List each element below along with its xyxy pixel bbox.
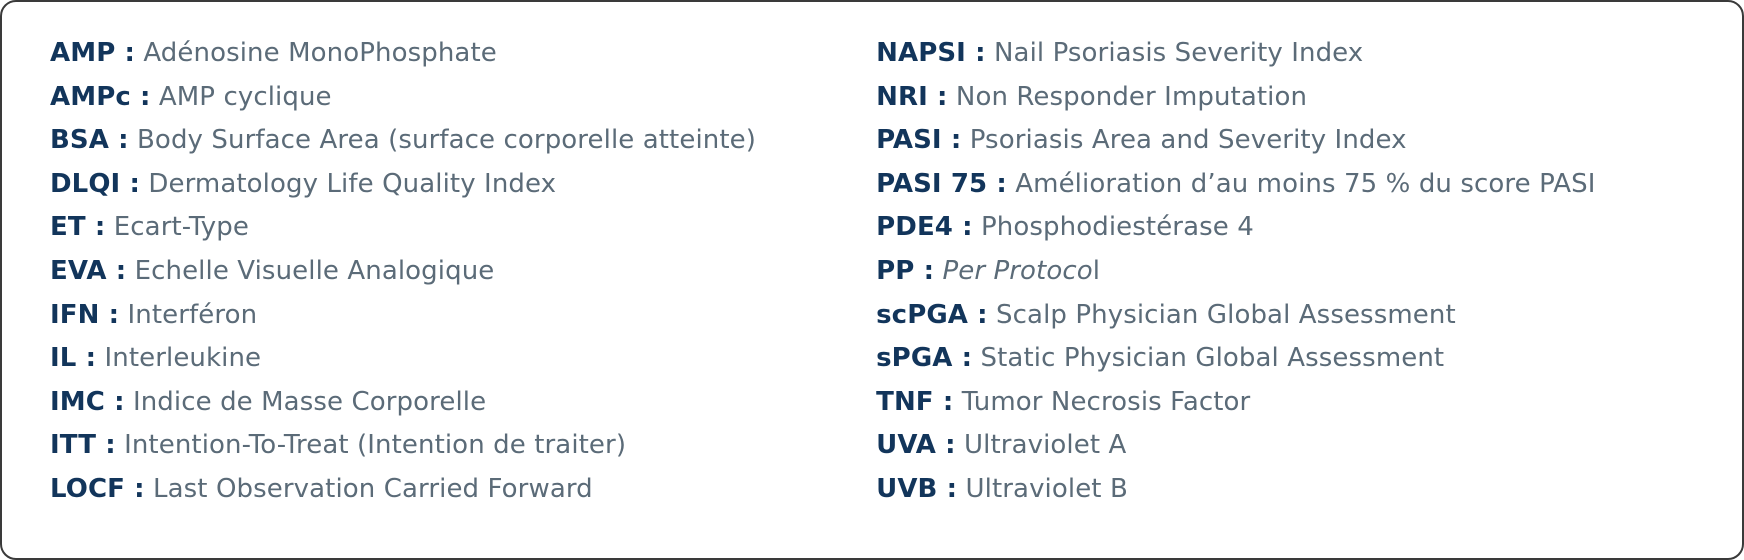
glossary-entry	[50, 468, 866, 512]
glossary-entry	[876, 250, 1702, 294]
glossary-abbr: AMPc :	[50, 81, 151, 112]
glossary-definition: Amélioration d’au moins 75 % du score PASI	[1015, 168, 1596, 199]
glossary-abbr: sPGA :	[876, 343, 973, 374]
glossary-entry	[50, 381, 866, 425]
glossary-entry	[50, 250, 866, 294]
glossary-entry	[876, 206, 1702, 250]
glossary-abbr: AMP :	[50, 38, 135, 68]
glossary-entry	[876, 381, 1702, 425]
glossary-definition: Indice de Masse Corporelle	[132, 386, 487, 417]
glossary-abbr: ET :	[50, 212, 106, 243]
glossary-definition: Adénosine MonoPhosphate	[143, 38, 497, 68]
glossary-entry	[876, 468, 1702, 512]
glossary-definition-tail: l	[1092, 255, 1101, 286]
glossary-definition: Ecart-Type	[113, 212, 249, 243]
glossary-definition: Nail Psoriasis Severity Index	[993, 38, 1364, 68]
glossary-definition: AMP cyclique	[158, 81, 332, 112]
glossary-definition: Echelle Visuelle Analogique	[134, 255, 495, 286]
glossary-abbr: ITT :	[50, 430, 116, 461]
glossary-definition: Interleukine	[104, 343, 262, 374]
glossary-entry	[50, 424, 866, 468]
glossary-abbr: LOCF :	[50, 473, 145, 504]
glossary-abbr: UVB :	[876, 473, 958, 504]
glossary-definition	[942, 256, 1100, 286]
glossary-abbr: IMC :	[50, 386, 125, 417]
glossary-definition: Non Responder Imputation	[955, 81, 1308, 112]
glossary-definition: Ultraviolet B	[965, 473, 1128, 504]
glossary-entry	[50, 294, 866, 338]
glossary-column-right	[876, 32, 1702, 512]
glossary-abbr: EVA :	[50, 255, 127, 286]
glossary-definition: Ultraviolet A	[964, 430, 1127, 461]
glossary-entry	[876, 424, 1702, 468]
glossary-entry	[876, 337, 1702, 381]
glossary-entry	[876, 294, 1702, 338]
glossary-entry	[876, 32, 1702, 76]
glossary-abbr: TNF :	[876, 386, 954, 417]
glossary-definition: Static Physician Global Assessment	[980, 343, 1445, 374]
glossary-column-left	[50, 32, 876, 512]
glossary-definition: Intention-To-Treat (Intention de traiter)	[124, 430, 627, 461]
glossary-entry	[50, 337, 866, 381]
glossary-abbr: PP :	[876, 255, 935, 286]
glossary-entry	[50, 32, 866, 76]
glossary-definition-italic: Per Protoco	[942, 255, 1093, 286]
glossary-abbr: IL :	[50, 343, 97, 374]
glossary-abbr: PASI 75 :	[876, 168, 1007, 199]
glossary-entry	[50, 119, 866, 163]
glossary-entry	[50, 76, 866, 120]
glossary-definition: Last Observation Carried Forward	[153, 473, 593, 504]
glossary-definition: Dermatology Life Quality Index	[148, 168, 557, 199]
glossary-abbr: PDE4 :	[876, 212, 973, 243]
glossary-abbr: PASI :	[876, 125, 962, 156]
glossary-definition: Body Surface Area (surface corporelle atteinte)	[137, 125, 756, 156]
glossary-definition: Phosphodiestérase 4	[981, 212, 1254, 243]
glossary-definition: Interféron	[127, 299, 258, 330]
glossary-definition: Psoriasis Area and Severity Index	[969, 125, 1407, 156]
glossary-entry	[50, 206, 866, 250]
glossary-entry	[876, 76, 1702, 120]
glossary-container	[2, 2, 1742, 558]
glossary-abbr: IFN :	[50, 299, 120, 330]
glossary-abbr: NRI :	[876, 81, 948, 112]
glossary-abbr: NAPSI :	[876, 38, 986, 68]
glossary-abbr: BSA :	[50, 125, 129, 156]
glossary-definition: Scalp Physician Global Assessment	[996, 299, 1456, 330]
glossary-abbr: DLQI :	[50, 168, 140, 199]
glossary-definition: Tumor Necrosis Factor	[961, 386, 1251, 417]
glossary-entry	[876, 163, 1702, 207]
glossary-abbr: scPGA :	[876, 299, 988, 330]
glossary-abbr: UVA :	[876, 430, 956, 461]
glossary-entry	[876, 119, 1702, 163]
glossary-entry	[50, 163, 866, 207]
